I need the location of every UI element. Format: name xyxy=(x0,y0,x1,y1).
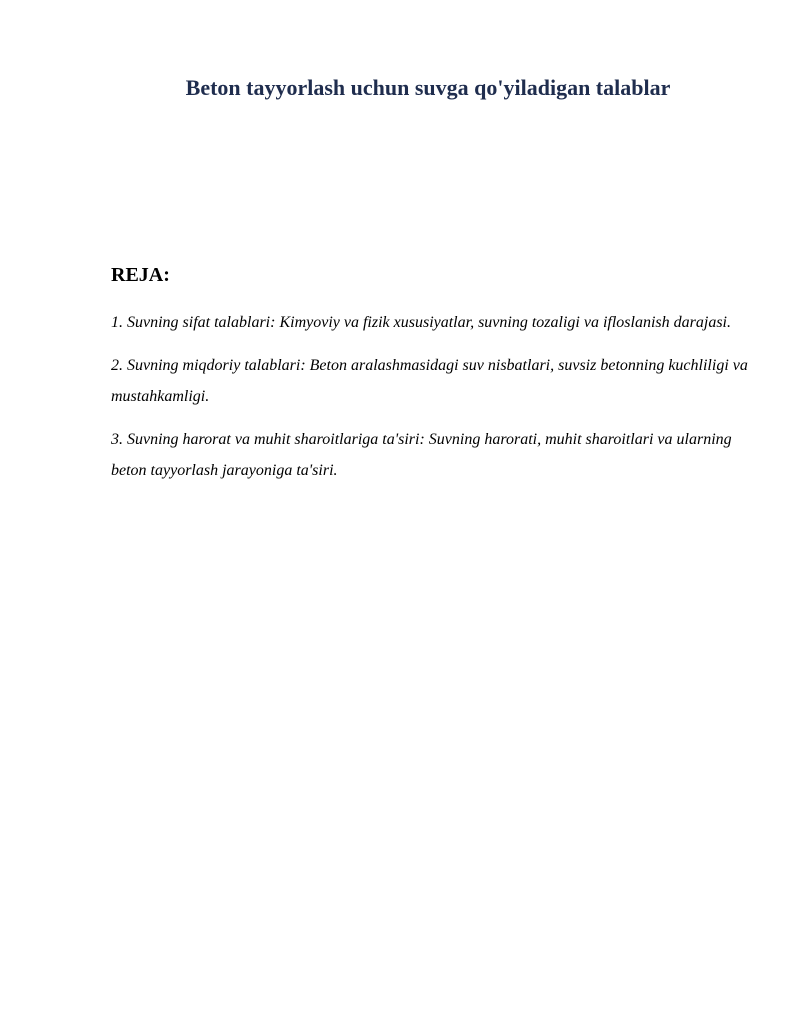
plan-item-1: 1. Suvning sifat talablari: Kimyoviy va fizik xususiyatlar, suvning tozaligi va ifloslanish darajasi. xyxy=(111,314,731,331)
plan-list xyxy=(111,307,751,498)
plan-item-3: 3. Suvning harorat va muhit sharoitlariga ta'siri: Suvning harorati, muhit sharoitlari va ularning beton tayyorlash jarayoniga ta'siri. xyxy=(111,431,732,479)
plan-item-2: 2. Suvning miqdoriy talablari: Beton aralashmasidagi suv nisbatlari, suvsiz betonning kuchliligi va mustahkamligi. xyxy=(111,357,748,405)
plan-heading: REJA: xyxy=(111,264,170,286)
document-title: Beton tayyorlash uchun suvga qo'yiladigan talablar xyxy=(185,75,671,100)
